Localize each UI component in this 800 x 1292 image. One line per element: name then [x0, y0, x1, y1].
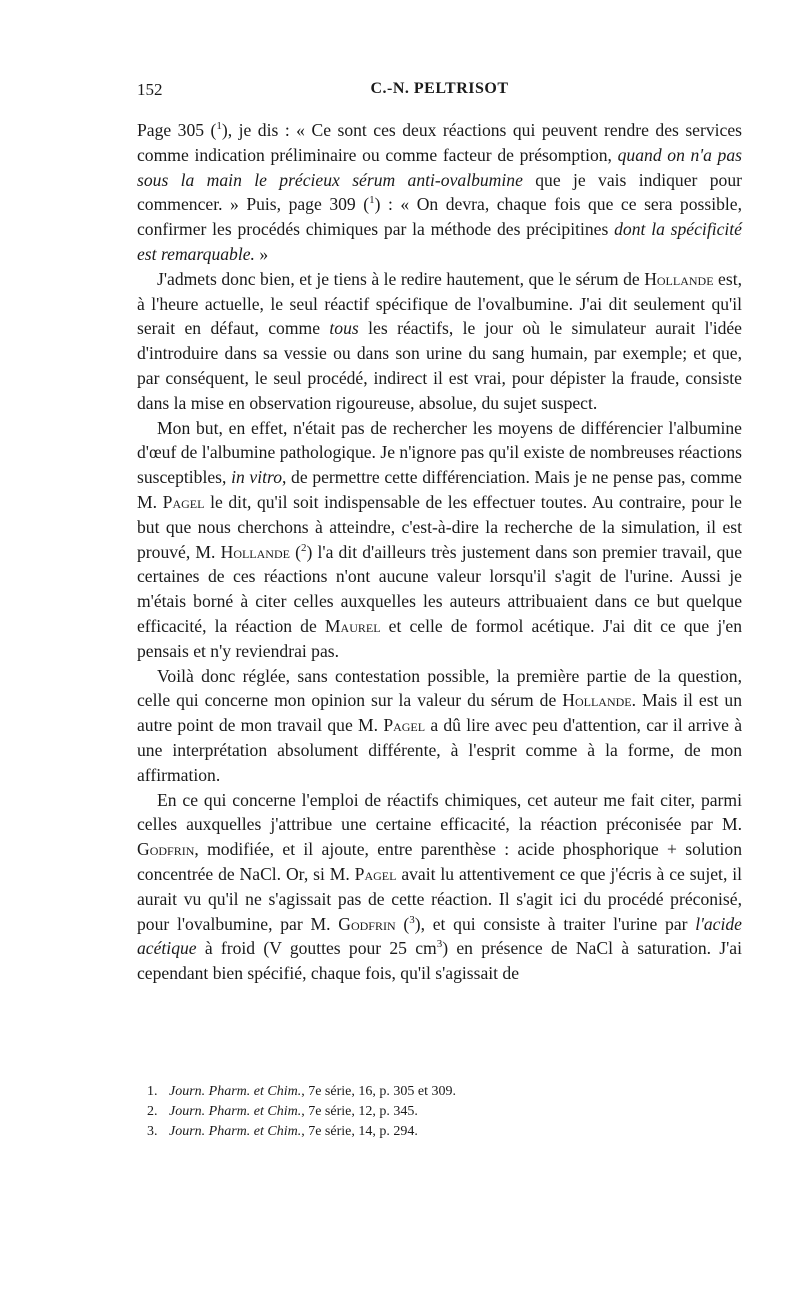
- text-run: ), et qui consiste à traiter l'urine par: [414, 913, 696, 934]
- text-run: ) l'a dit d'ailleurs très justement dans son premier travail, que certaines de ces réactions n'ont aucune valeur lorsqu'il s'agit de l'urine. Aussi je m'étais borné à citer celles auxquelles les auteurs attribuaient dans ce but quelque efficacité, la réaction de: [137, 541, 743, 636]
- author-name: Pagel: [383, 715, 426, 736]
- text-run: ), je dis : « Ce sont ces deux réactions qui peuvent rendre des services comme indication préliminaire ou comme facteur de présomption,: [137, 120, 742, 165]
- text-run: J'admets donc bien, et je tiens à le redire hautement, que le sérum de: [157, 268, 645, 289]
- paragraph: [137, 267, 742, 416]
- italic-text: in vitro: [231, 467, 282, 488]
- author-name: Hollande: [644, 268, 714, 289]
- author-name: Pagel: [162, 491, 205, 512]
- text-run: le dit, qu'il soit indispensable de les effectuer toutes. Au contraire, pour le but que nous cherchons à atteindre, c'est-à-dire la recherche de la simulation, il est prouvé, M.: [137, 491, 742, 562]
- footnote-journal: Journ. Pharm. et Chim.: [169, 1124, 302, 1139]
- author-name: Maurel: [324, 615, 381, 636]
- footnotes: [137, 1082, 742, 1142]
- author-name: Hollande: [562, 690, 632, 711]
- footnote-details: , 7e série, 14, p. 294.: [301, 1124, 418, 1139]
- text-run: Voilà donc réglée, sans contestation possible, la première partie de la question, celle qui concerne mon opinion sur la valeur du sérum de: [137, 665, 742, 711]
- footnote-ref: 1: [216, 120, 222, 133]
- text-run: est, à l'heure actuelle, le seul réactif spécifique de l'ovalbumine. J'ai dit seulement qu'il serait en défaut, comme: [137, 268, 742, 339]
- body-text: [137, 118, 742, 986]
- paragraph: [137, 118, 742, 267]
- italic-text: dont la spécificité est remarquable.: [137, 219, 742, 264]
- text-run: ) en présence de NaCl à saturation. J'ai cependant bien spécifié, chaque fois, qu'il s'agissait de: [137, 938, 742, 984]
- text-run: (: [395, 913, 410, 934]
- footnote-journal: Journ. Pharm. et Chim.: [169, 1084, 302, 1099]
- footnote-journal: Journ. Pharm. et Chim.: [169, 1104, 302, 1119]
- text-run: En ce qui concerne l'emploi de réactifs chimiques, cet auteur me fait citer, parmi celles auxquelles j'attribue une certaine efficacité, la réaction préconisée par M.: [137, 789, 742, 835]
- text-run: à froid (V gouttes pour 25 cm: [196, 938, 437, 959]
- text-run: , modifiée, et il ajoute, entre parenthèse : acide phosphorique + solution concentrée de NaCl. Or, si M.: [137, 839, 742, 884]
- text-run: a dû lire avec peu d'attention, car il arrive à une interprétation absolument différente, à l'esprit comme à la forme, de mon affirmation.: [137, 715, 743, 785]
- text-run: avait lu attentivement ce que j'écris à ce sujet, il aurait vu qu'il ne s'agissait pas de cette réaction. Il s'agit ici du procédé préconisé, pour l'ovalbumine, par M.: [137, 863, 742, 934]
- footnote-number: 3.: [147, 1124, 158, 1139]
- text-run: (: [289, 541, 301, 562]
- paragraph: [137, 416, 742, 664]
- paragraph: [137, 664, 742, 788]
- footnote-ref: 1: [369, 194, 375, 207]
- paragraph: [137, 788, 742, 986]
- footnote-number: 1.: [147, 1084, 158, 1099]
- footnote-ref: 3: [436, 938, 443, 951]
- text-run: »: [254, 243, 269, 264]
- text-run: Mon but, en effet, n'était pas de rechercher les moyens de différencier l'albumine d'œuf de l'albumine pathologique. Je n'ignore pas qu'il existe de nombreuses réactions susceptibles,: [137, 417, 742, 488]
- text-run: que je vais indiquer pour commencer. » Puis, page 309 (: [137, 169, 742, 215]
- footnote-number: 2.: [147, 1104, 158, 1119]
- author-name: Godfrin: [338, 913, 396, 934]
- footnote: [137, 1102, 742, 1122]
- text-run: Page 305 (: [137, 120, 217, 140]
- footnote-details: , 7e série, 12, p. 345.: [301, 1104, 418, 1119]
- author-name: Godfrin: [137, 839, 195, 860]
- footnote: [137, 1082, 742, 1102]
- running-head: C.-N. PELTRISOT: [370, 80, 509, 97]
- text-run: ) : « On devra, chaque fois que ce sera possible, confirmer les procédés chimiques par la méthode des précipitines: [137, 194, 742, 240]
- footnote: [137, 1122, 742, 1142]
- footnote-ref: 3: [409, 913, 415, 926]
- footnote-ref: 2: [301, 541, 307, 554]
- italic-text: tous: [329, 318, 359, 339]
- author-name: Hollande: [220, 541, 290, 562]
- author-name: Pagel: [354, 863, 397, 884]
- italic-text: quand on n'a pas sous la main le précieux sérum anti-ovalbumine: [137, 144, 742, 190]
- footnote-details: , 7e série, 16, p. 305 et 309.: [301, 1084, 456, 1099]
- page-number: 152: [137, 80, 163, 99]
- text-run: et celle de formol acétique. J'ai dit ce que j'en pensais et n'y reviendrai pas.: [137, 615, 742, 661]
- italic-text: l'acide acétique: [137, 913, 742, 959]
- text-run: les réactifs, le jour où le simulateur aurait l'idée d'introduire dans sa vessie ou dans son urine du sang humain, par exemple; et que, par conséquent, le seul procédé, indirect il est vrai, pour dépister la fraude, consiste dans la mise en observation rigoureuse, absolue, du sujet suspect.: [137, 318, 742, 413]
- text-run: , de permettre cette différenciation. Mais je ne pense pas, comme M.: [137, 467, 742, 512]
- page-header: [137, 80, 742, 104]
- text-run: . Mais il est un autre point de mon travail que M.: [137, 690, 743, 736]
